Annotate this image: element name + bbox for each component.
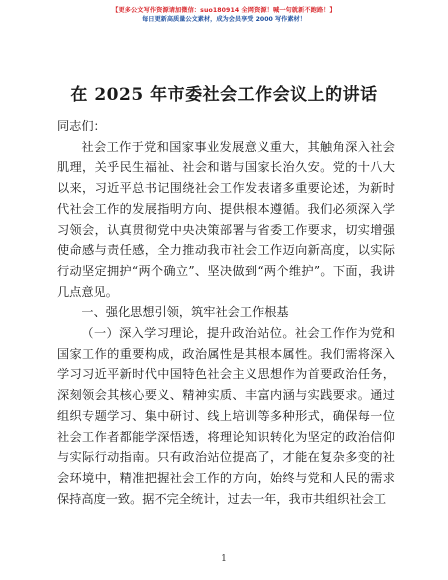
page-number: 1 <box>221 554 227 564</box>
promo-line-1: 【更多公文写作资源请加微信：suo180914 全网资源！喊一句就新不跑路！】 <box>112 7 336 14</box>
promo-banner <box>0 6 448 24</box>
document-title: 在 2025 年市委社会工作会议上的讲话 <box>70 85 378 105</box>
greeting: 同志们： <box>57 119 106 133</box>
section-heading: 一、强化思想引领，筑牢社会工作根基 <box>81 305 289 320</box>
document-body <box>57 116 395 509</box>
paragraph-intro: 社会工作于党和国家事业发展意义重大，其触角深入社会肌理，关乎民生福祉、社会和谐与国家长治久安。党的十八大以来，习近平总书记围绕社会工作发表诸多重要论述，为新时代社会工作的发展指明方向、提供根本遵循。我们必须深入学习领会，认真贯彻党中央决策部署与省委工作要求，切实增强使命感与责任感，全力推动我市社会工作迈向新高度，以实际行动坚定拥护“两个确立”、坚决做到“两个维护”。下面，我讲几点意见。 <box>57 139 395 299</box>
paragraph-subsection-1: （一）深入学习理论，提升政治站位。社会工作作为党和国家工作的重要构成，政治属性是其根本属性。我们需将深入学习习近平新时代中国特色社会主义思想作为首要政治任务，深刻领会其核心要义、精神实质、丰富内涵与实践要求。通过组织专题学习、集中研讨、线上培训等多种形式，确保每一位社会工作者都能学深悟透，将理论知识转化为坚定的政治信仰与实际行动指南。只有政治站位提高了，才能在复杂多变的社会环境中，精准把握社会工作的方向，始终与党和人民的需求保持高度一致。据不完全统计，过去一年，我市共组织社会工 <box>57 326 395 506</box>
promo-line-2: 每日更新高质量公文素材，成为会员享受 2000 写作素材！ <box>142 16 306 23</box>
